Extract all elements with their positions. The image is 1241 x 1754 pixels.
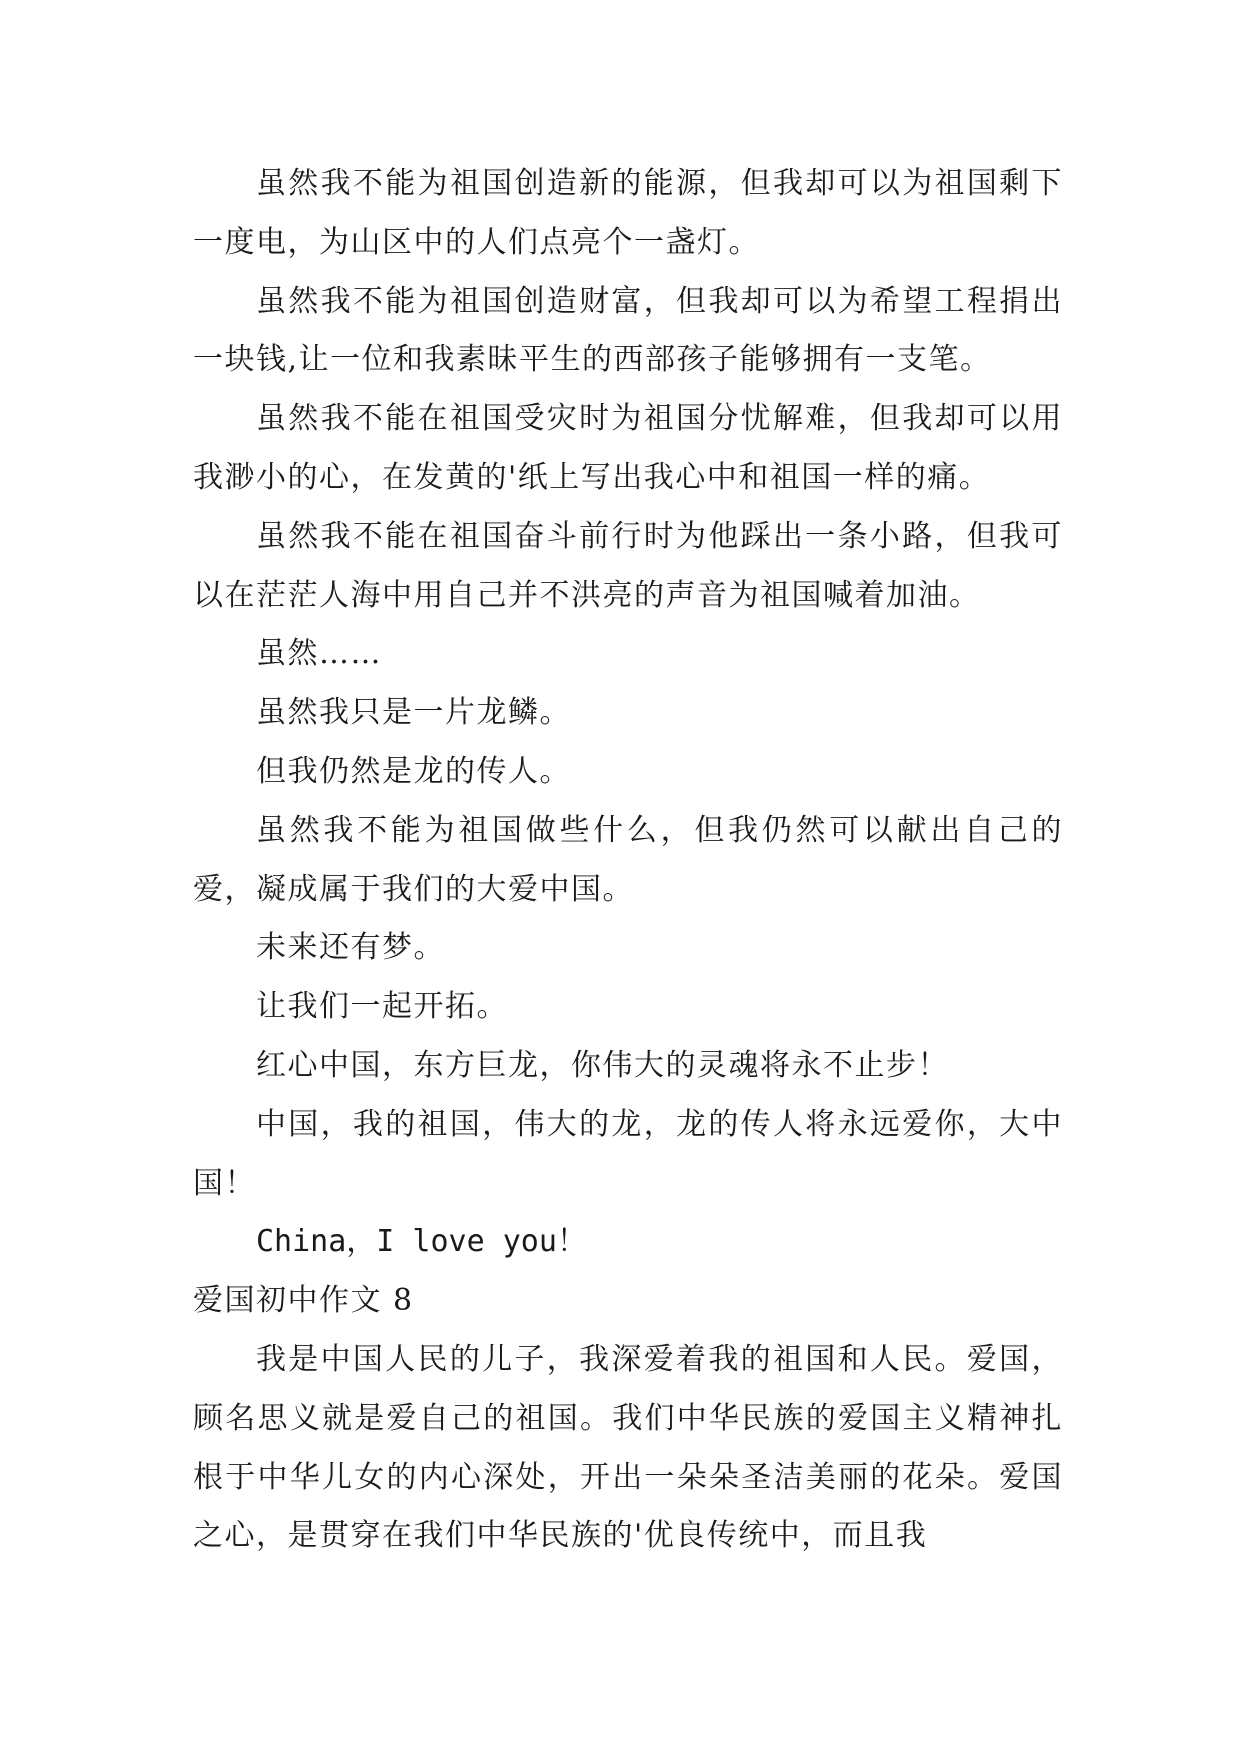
paragraph-dragon-descendant: 但我仍然是龙的传人。 [256,753,571,789]
paragraph-although: 虽然…… [256,636,382,672]
section-heading: 爱国初中作文 8 [193,1283,414,1319]
paragraph-pioneer: 让我们一起开拓。 [256,989,508,1025]
paragraph-wealth: 虽然我不能为祖国创造财富，但我却可以为希望工程捐出一块钱,让一位和我素昧平生的西部孩子能够拥有一支笔。 [193,283,1063,378]
paragraph-energy: 虽然我不能为祖国创造新的能源，但我却可以为祖国剩下一度电，为山区中的人们点亮个一盏灯。 [193,166,1063,260]
paragraph-red-heart: 红心中国，东方巨龙，你伟大的灵魂将永不止步！ [256,1047,949,1083]
paragraph-my-motherland: 中国，我的祖国，伟大的龙，龙的传人将永远爱你，大中国！ [193,1106,1063,1201]
document-body [193,155,1063,1566]
paragraph-love: 虽然我不能为祖国做些什么，但我仍然可以献出自己的爱，凝成属于我们的大爱中国。 [193,812,1063,907]
paragraph-struggle: 虽然我不能在祖国奋斗前行时为他踩出一条小路，但我可以在茫茫人海中用自己并不洪亮的声音为祖国喊着加油。 [193,518,1063,613]
paragraph-dragon-scale: 虽然我只是一片龙鳞。 [256,695,571,731]
section-paragraph: 我是中国人民的儿子，我深爱着我的祖国和人民。爱国，顾名思义就是爱自己的祖国。我们中华民族的爱国主义精神扎根于中华儿女的内心深处，开出一朵朵圣洁美丽的花朵。爱国之心，是贯穿在我们中华民族的'优良传统中，而且我 [193,1341,1063,1554]
paragraph-disaster: 虽然我不能在祖国受灾时为祖国分忧解难，但我却可以用我渺小的心，在发黄的'纸上写出我心中和祖国一样的痛。 [193,401,1063,495]
paragraph-dream: 未来还有梦。 [256,930,445,966]
paragraph-china-love: China，I love you！ [256,1224,587,1260]
